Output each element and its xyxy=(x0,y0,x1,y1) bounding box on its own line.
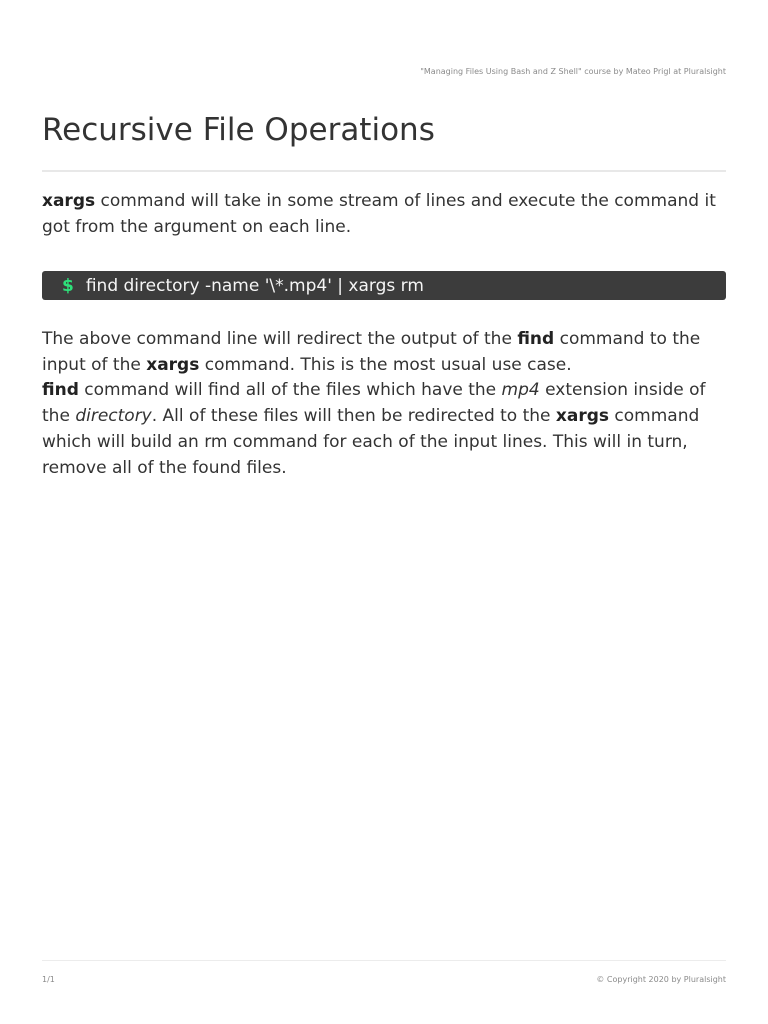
find-keyword: find xyxy=(517,329,555,349)
xargs-keyword: xargs xyxy=(555,406,610,427)
intro-text: command will take in some stream of lines and execute the command it got from the argument on each line. xyxy=(42,191,716,237)
course-credit-header: "Managing Files Using Bash and Z Shell" course by Mateo Prigl at Pluralsight xyxy=(420,67,726,76)
shell-prompt: $ xyxy=(62,275,74,296)
xargs-keyword: xargs xyxy=(42,191,96,211)
explanation-text-2: command to the input of the xyxy=(42,329,701,375)
shell-command: find directory -name '\*.mp4' | xargs rm xyxy=(85,275,424,296)
mp4-term: mp4 xyxy=(501,380,540,401)
page-number: 1/1 xyxy=(42,975,55,984)
footer-divider xyxy=(42,960,726,961)
explanation-text-7: command which will build an rm command for each of the input lines. This will in turn, remove all of the found files. xyxy=(42,406,700,478)
explanation-text-3: command. This is the most usual use case. xyxy=(199,354,572,375)
xargs-keyword: xargs xyxy=(146,354,200,375)
directory-term: directory xyxy=(75,406,152,427)
code-block xyxy=(42,271,726,300)
explanation-text-1: The above command line will redirect the output of the xyxy=(42,329,518,349)
explanation-text-4: command will find all of the files which have the xyxy=(78,380,502,401)
document-page xyxy=(42,0,726,1024)
intro-paragraph xyxy=(42,189,726,240)
copyright-notice: © Copyright 2020 by Pluralsight xyxy=(596,975,726,984)
find-keyword: find xyxy=(42,380,79,401)
page-title: Recursive File Operations xyxy=(42,112,435,148)
title-divider xyxy=(42,170,726,172)
explanation-text-5: extension inside of the xyxy=(42,380,706,427)
explanation-text-6: . All of these files will then be redirected to the xyxy=(151,406,556,427)
explanation-paragraph xyxy=(42,327,726,481)
